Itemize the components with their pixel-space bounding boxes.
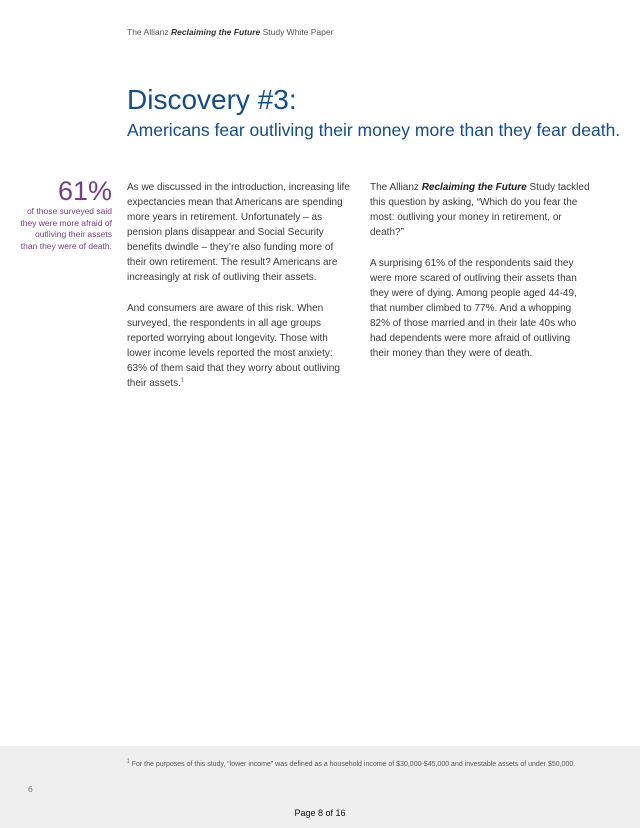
right-paragraph-2: A surprising 61% of the respondents said they were more scared of outliving their assets than they were of dying. Among people aged 44-49, that number climbed to 77%. And a whopping 82% of those married and in their late 40s who had dependents were more afraid of outliving their money than they were of death. [370,258,577,359]
left-paragraph-1: As we discussed in the introduction, increasing life expectancies mean that Americans are spending more years in retirement. Unfortunately – as pension plans disappear and Social Security benefits dwindle – they’re also funding more of their own retirement. The result? Americans are increasingly at risk of outliving their assets. [127,182,350,283]
callout-text: of those surveyed said they were more afraid of outliving their assets than they were of death. [20,206,112,251]
page-number: 6 [28,784,33,794]
right-paragraph-1 [370,180,592,240]
left-paragraph-2 [127,301,352,391]
footnote-reference[interactable]: 1 [180,377,184,384]
footnote [127,758,576,768]
right-column [370,180,592,377]
right-p1-study-name: Reclaiming the Future [421,182,527,193]
stat-callout [20,176,112,252]
left-paragraph-2-text: And consumers are aware of this risk. When surveyed, the respondents in all age groups reported worrying about longevity. Those with lower income levels reported the most anxiety: 63% of them said that they worry about outliving their assets. [127,303,340,389]
footnote-text: For the purposes of this study, “lower income” was defined as a household income of $30,000-$45,000 and investable assets of under $50,000. [129,761,576,768]
page-of-indicator: Page 8 of 16 [294,808,346,818]
page-subtitle: Americans fear outliving their money more than they fear death. [127,120,621,140]
right-p1-prefix: The Allianz [370,182,422,193]
header-prefix: The Allianz [127,27,171,37]
header-study-name: Reclaiming the Future [170,27,261,37]
callout-number: 61% [57,176,112,206]
right-p1-suffix: Study tackled this question by asking, “Which do you fear the most: outliving your money in retirement, or death?” [370,182,590,238]
running-header [127,27,333,37]
left-column [127,180,352,407]
footnote-mark: 1 [127,758,130,765]
page-title: Discovery #3: [127,84,297,115]
header-suffix: Study White Paper [260,27,334,37]
